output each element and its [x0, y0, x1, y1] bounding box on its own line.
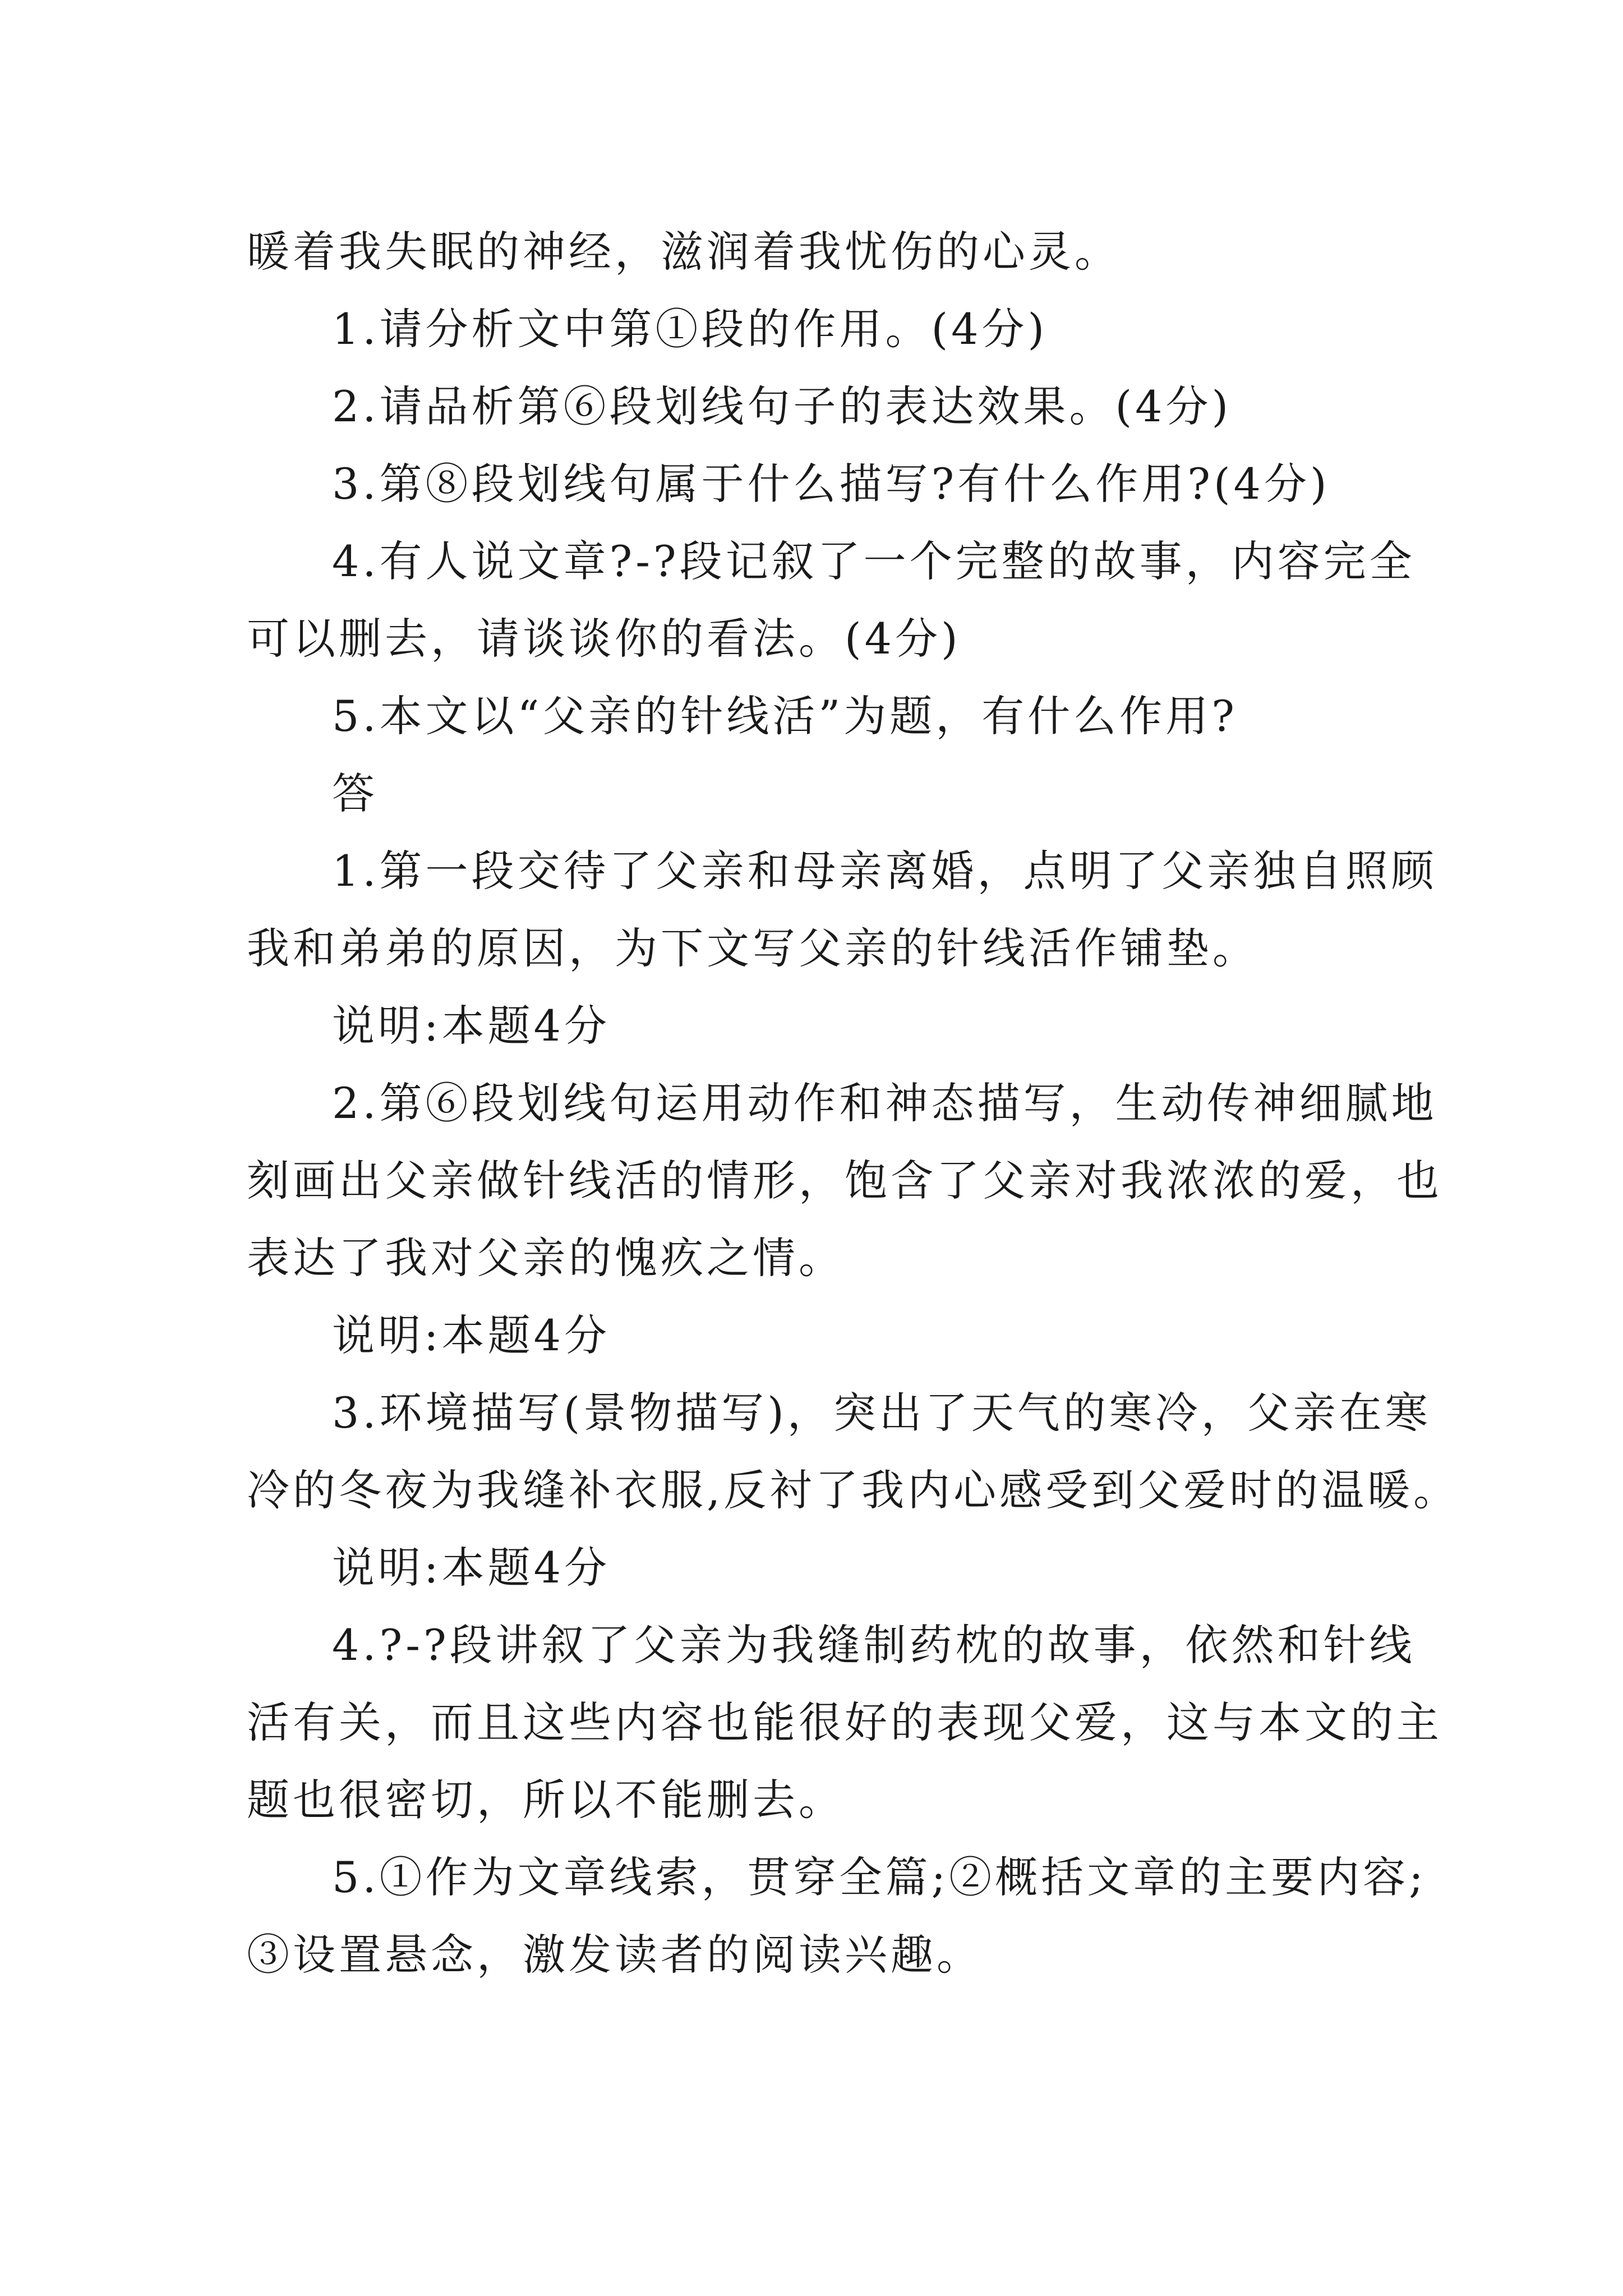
question-5: 5.本文以“父亲的针线活”为题，有什么作用? [332, 691, 1238, 741]
question-3: 3.第⑧段划线句属于什么描写?有什么作用?(4分) [332, 459, 1330, 509]
answer-4-continued: 题也很密切，所以不能删去。 [247, 1775, 845, 1825]
answer-1-note: 说明:本题4分 [332, 1001, 610, 1051]
answer-2-note: 说明:本题4分 [332, 1310, 610, 1360]
answer-2: 2.第⑥段划线句运用动作和神态描写，生动传神细腻地 [332, 1078, 1437, 1128]
answer-5-continued: ③设置悬念，激发读者的阅读兴趣。 [247, 1930, 983, 1980]
answer-4-continued: 活有关，而且这些内容也能很好的表现父爱，这与本文的主 [247, 1697, 1442, 1747]
answer-1-continued: 我和弟弟的原因，为下文写父亲的针线活作铺垫。 [247, 923, 1258, 973]
question-4: 4.有人说文章?-?段记叙了一个完整的故事，内容完全 [332, 536, 1415, 586]
question-2: 2.请品析第⑥段划线句子的表达效果。(4分) [332, 381, 1232, 431]
answer-heading: 答 [332, 769, 378, 818]
text-line: 暖着我失眠的神经，滋润着我忧伤的心灵。 [247, 227, 1121, 277]
answer-5: 5.①作为文章线索，贯穿全篇;②概括文章的主要内容; [332, 1852, 1427, 1902]
answer-2-continued: 刻画出父亲做针线活的情形，饱含了父亲对我浓浓的爱，也 [247, 1156, 1442, 1205]
answer-4: 4.?-?段讲叙了父亲为我缝制药枕的故事，依然和针线 [332, 1620, 1415, 1670]
question-4-continued: 可以删去，请谈谈你的看法。(4分) [247, 614, 961, 664]
question-1: 1.请分析文中第①段的作用。(4分) [332, 304, 1048, 354]
document-body [247, 213, 1460, 1994]
answer-3-note: 说明:本题4分 [332, 1543, 610, 1593]
answer-2-continued: 表达了我对父亲的愧疚之情。 [247, 1233, 845, 1283]
answer-3: 3.环境描写(景物描写)，突出了天气的寒冷，父亲在寒 [332, 1388, 1431, 1438]
answer-1: 1.第一段交待了父亲和母亲离婚，点明了父亲独自照顾 [332, 846, 1437, 896]
answer-3-continued: 冷的冬夜为我缝补衣服,反衬了我内心感受到父爱时的温暖。 [247, 1465, 1460, 1515]
